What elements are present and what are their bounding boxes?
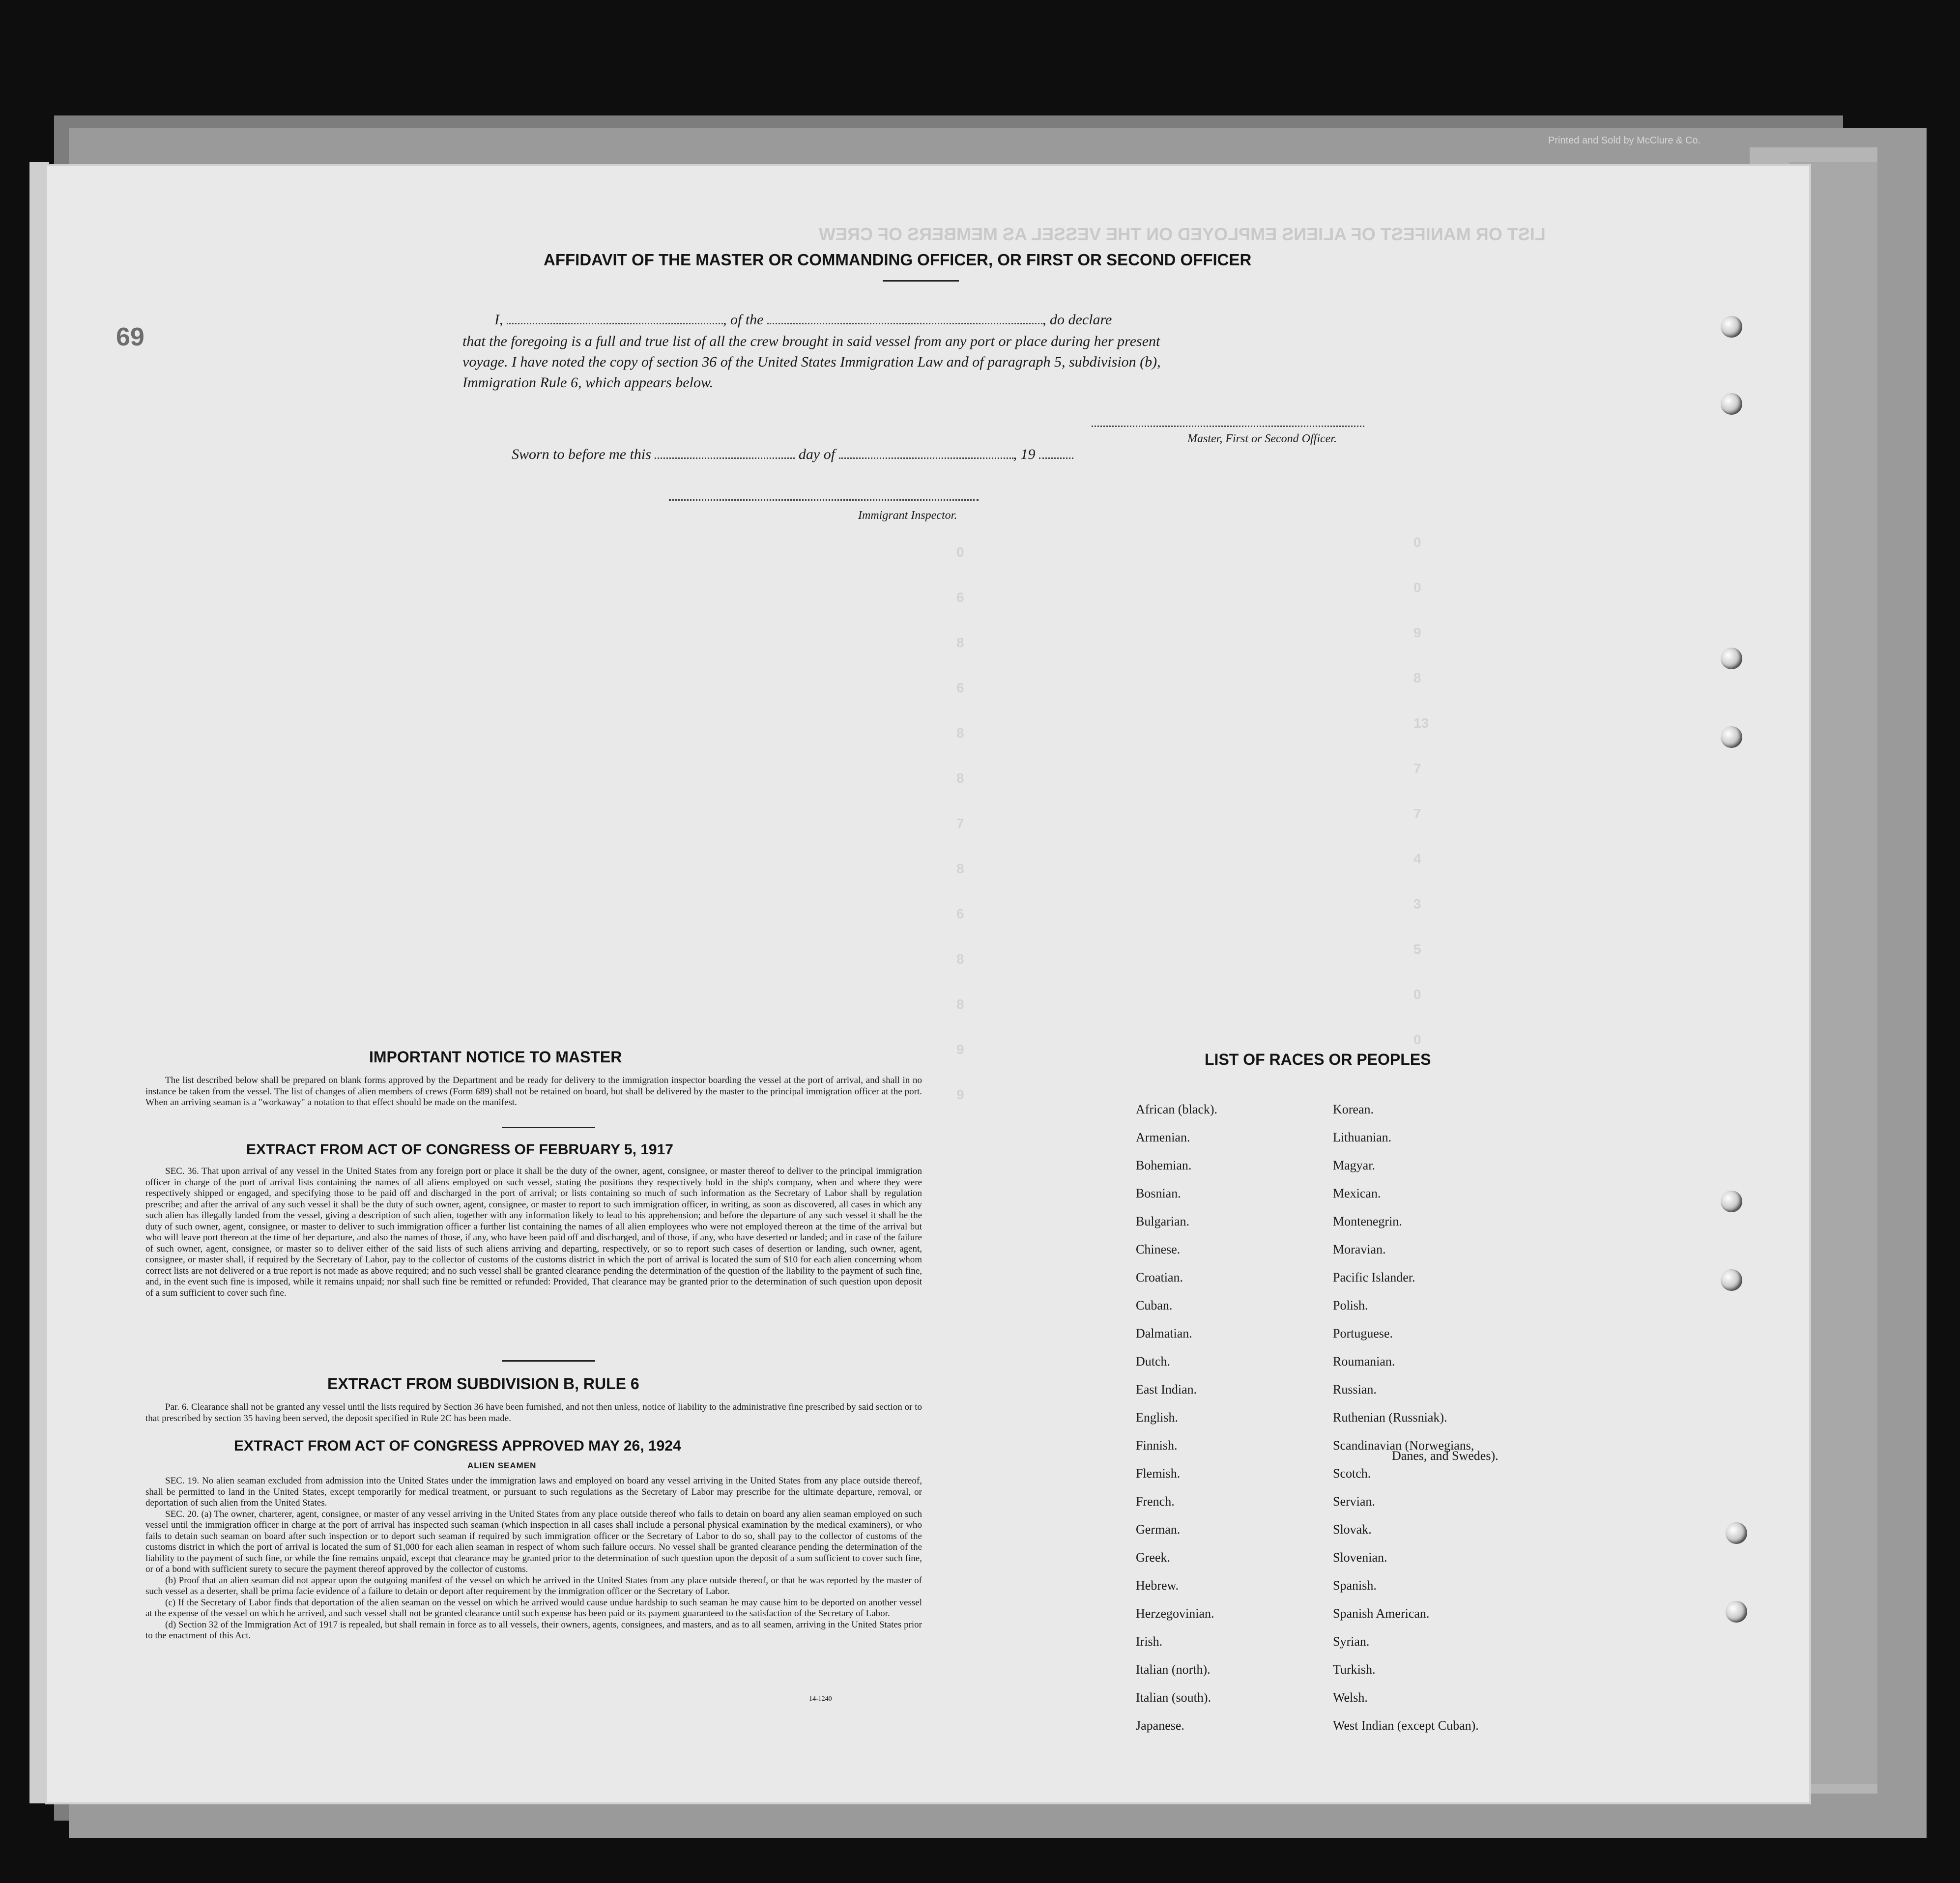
sec-20c: (c) If the Secretary of Labor finds that deportation of the alien seaman on the vessel on which he arrived would cause undue hardship to such seaman he may cause him to be deported on another vessel at the expense of the vessel on which he arrived, and such vessel shall not be granted clearance until such expense has been paid or its payment guaranteed to the satisfaction of the Secretary of Labor. [145, 1597, 922, 1619]
section-divider [502, 1360, 595, 1362]
race-item-continuation: Danes, and Swedes). [1392, 1449, 1499, 1463]
extract-1924-body [145, 1476, 922, 1642]
binding-strip [29, 162, 49, 1803]
subdivision-title: EXTRACT FROM SUBDIVISION B, RULE 6 [327, 1375, 639, 1393]
race-item: Polish. [1333, 1298, 1368, 1312]
sworn-label: Sworn to before me this [512, 446, 651, 462]
race-item: Moravian. [1333, 1242, 1386, 1256]
title-divider [883, 280, 959, 282]
race-item: Lithuanian. [1333, 1130, 1392, 1144]
race-item: Spanish. [1333, 1578, 1377, 1593]
punch-hole [1721, 1269, 1742, 1291]
punch-hole [1721, 1191, 1742, 1212]
race-item: Bohemian. [1136, 1158, 1192, 1172]
affidavit-line-2: voyage. I have noted the copy of section 36 of the United States Immigration Law and of paragraph 5, subdivision (b), [462, 354, 1161, 370]
punch-hole [1721, 393, 1742, 415]
race-item: Hebrew. [1136, 1578, 1179, 1593]
race-item: Scotch. [1333, 1466, 1371, 1481]
master-signature-caption: Master, First or Second Officer. [1187, 432, 1337, 445]
race-item: African (black). [1136, 1102, 1218, 1116]
race-item: West Indian (except Cuban). [1333, 1718, 1479, 1733]
affidavit-i-label: I, [494, 312, 503, 328]
race-item: Dalmatian. [1136, 1326, 1192, 1341]
race-item: Ruthenian (Russniak). [1333, 1410, 1447, 1425]
race-item: Slovak. [1333, 1522, 1372, 1537]
document-page [47, 166, 1809, 1802]
race-item: Dutch. [1136, 1354, 1171, 1369]
extract-1917-title: EXTRACT FROM ACT OF CONGRESS OF FEBRUARY 5, 1917 [246, 1141, 673, 1158]
subdivision-body: Par. 6. Clearance shall not be granted any vessel until the lists required by Section 36 have been furnished, and not then unless, notice of liability to the administrative fine prescribed by said section or to that prescribed by section 35 having been served, the deposit specified in Rule 2C has been made. [145, 1402, 922, 1424]
affidavit-do-declare: , do declare [1042, 312, 1112, 328]
race-item: German. [1136, 1522, 1181, 1537]
race-item: Portuguese. [1333, 1326, 1393, 1341]
race-item: Italian (south). [1136, 1690, 1211, 1705]
race-item: Roumanian. [1333, 1354, 1395, 1369]
race-item: Spanish American. [1333, 1606, 1430, 1621]
bleed-through-columns: 0 6 8 6 8 8 7 8 6 8 8 9 9 [956, 544, 964, 1102]
race-item: Russian. [1333, 1382, 1377, 1397]
section-divider [502, 1127, 595, 1128]
race-item: Bulgarian. [1136, 1214, 1190, 1228]
year-label: , 19 [1013, 446, 1036, 462]
sec-20b: (b) Proof that an alien seaman did not appear upon the outgoing manifest of the vessel on which he arrived in the United States from any place outside thereof, or that he was reported by the master of such vessel as a deserter, shall be prima facie evidence of a failure to detain or deport after requirement by the immigration officer or the Secretary of Labor. [145, 1575, 922, 1597]
master-signature-line [1092, 426, 1364, 427]
sec-20d: (d) Section 32 of the Immigration Act of 1917 is repealed, but shall remain in force as to all vessels, their owners, agents, consignees, and masters, and as to all seamen, arriving in the United States prior to the enactment of this Act. [145, 1619, 922, 1641]
day-of-label: day of [798, 446, 836, 462]
punch-hole [1726, 1522, 1747, 1544]
race-item: Irish. [1136, 1634, 1163, 1649]
bleed-through-columns: 0 0 9 8 13 7 7 4 3 5 0 0 [1413, 535, 1429, 1047]
bleed-through-header: LIST OR MANIFEST OF ALIENS EMPLOYED ON THE VESSEL AS MEMBERS OF CREW [819, 224, 1546, 244]
notice-body: The list described below shall be prepared on blank forms approved by the Department and be ready for delivery to the immigration inspector boarding the vessel at the port of arrival, and shall in no instance be taken from the vessel. The list of changes of alien members of crews (Form 689) shall not be retained on board, but shall be delivered by the master to the principal immigration officer at the port. When an arriving seaman is a "workaway" a notation to that effect should be made on the manifest. [145, 1075, 922, 1108]
form-number: 14-1240 [809, 1695, 832, 1703]
inspector-caption: Immigrant Inspector. [858, 509, 957, 522]
race-item: Scandinavian (Norwegians, [1333, 1438, 1474, 1453]
affidavit-line-3: Immigration Rule 6, which appears below. [462, 374, 714, 391]
sworn-day-blank [655, 457, 795, 459]
race-item: Magyar. [1333, 1158, 1375, 1172]
sec-19: SEC. 19. No alien seaman excluded from admission into the United States under the immigration laws and employed on board any vessel arriving in the United States from any place outside thereof, shall be permitted to land in the United States, except temporarily for medical treatment, or pursuant to such regulations as the Secretary of Labor may prescribe for the ultimate departure, removal, or deportation of such alien from the United States. [145, 1476, 922, 1508]
extract-1917-body: SEC. 36. That upon arrival of any vessel in the United States from any foreign port or place it shall be the duty of the owner, agent, consignee, or master thereof to deliver to the principal immigration officer in charge of the port of arrival lists containing the names of all aliens employed on such vessel, stating the positions they respectively hold in the ship's company, when and where they were respectively shipped or engaged, and specifying those to be paid off and discharged in the port of arrival; or lists containing so much of such information as the Secretary of Labor shall by regulation prescribe; and after the arrival of any such vessel it shall be the duty of such owner, agent, consignee, or master to report to such immigration officer, in writing, as soon as discovered, all cases in which any such alien has illegally landed from the vessel, giving a description of such alien, together with any information likely to lead to his apprehension; and before the departure of any such vessel it shall be the duty of such owner, agent, consignee, or master to deliver to such immigration officer a further list containing the names of all alien employees who were not employed thereon at the time of the arrival but who will leave port thereon at the time of her departure, and also the names of those, if any, who have been paid off and discharged, and of those, if any, who have deserted or landed; and in case of the failure of such owner, agent, consignee, or master so to deliver either of the said lists of such aliens arriving and departing, respectively, or so to report such cases of desertion or landing, such owner, agent, consignee, or master shall, if required by the Secretary of Labor, pay to the collector of customs of the customs district in which the port of arrival is located the sum of $10 for each alien concerning whom correct lists are not delivered or a true report is not made as above required; and no such vessel shall be granted clearance pending the determination of the question of the liability to the payment of such fine, and, in the event such fine is imposed, while it remains unpaid; nor shall such fine be remitted or refunded: Provided, That clearance may be granted prior to the determination of such question upon deposit of a sum sufficient to cover such fine. [145, 1166, 922, 1298]
race-item: Herzegovinian. [1136, 1606, 1214, 1621]
sec-20a: SEC. 20. (a) The owner, charterer, agent, consignee, or master of any vessel arriving in the United States from any place outside thereof who fails to detain on board any alien seaman employed on such vessel until the immigration officer in charge at the port of arrival has inspected such seaman (which inspection in all cases shall include a personal physical examination by the medical examiners), or who fails to detain such seaman on board after such inspection or to deport such seaman if required by such immigration officer or the Secretary of Labor to do so, shall pay to the collector of customs of the customs district in which the port of arrival is located the sum of $1,000 for each alien seaman in respect of whom such failure occurs. No vessel shall be granted clearance pending the determination of the liability to the payment of such fine, or while the fine remains unpaid, except that clearance may be granted prior to the determination of such question upon the deposit of a sum sufficient to cover such fine, or of a bond with sufficient surety to secure the payment thereof approved by the collector of customs. [145, 1509, 922, 1574]
race-item: Bosnian. [1136, 1186, 1181, 1200]
race-item: Pacific Islander. [1333, 1270, 1415, 1284]
extract-1924-title: EXTRACT FROM ACT OF CONGRESS APPROVED MAY 26, 1924 [234, 1438, 681, 1454]
sworn-year-blank [1039, 457, 1073, 459]
races-title: LIST OF RACES OR PEOPLES [1205, 1051, 1431, 1068]
extract-1924-subtitle: ALIEN SEAMEN [467, 1461, 537, 1470]
punch-hole [1721, 316, 1742, 338]
race-item: Korean. [1333, 1102, 1374, 1116]
printer-tag: Printed and Sold by McClure & Co. [1548, 135, 1701, 146]
notice-title: IMPORTANT NOTICE TO MASTER [369, 1048, 622, 1066]
affidavit-title: AFFIDAVIT OF THE MASTER OR COMMANDING OFFICER, OR FIRST OR SECOND OFFICER [544, 251, 1252, 269]
race-item: Syrian. [1333, 1634, 1370, 1649]
race-item: Slovenian. [1333, 1550, 1387, 1565]
race-item: Finnish. [1136, 1438, 1178, 1453]
affidavit-declaration-line [494, 312, 1112, 328]
race-item: English. [1136, 1410, 1178, 1425]
race-item: Croatian. [1136, 1270, 1183, 1284]
punch-hole [1721, 648, 1742, 669]
race-item: Italian (north). [1136, 1662, 1211, 1677]
race-item: Japanese. [1136, 1718, 1184, 1733]
race-item: Welsh. [1333, 1690, 1368, 1705]
page-mark: 69 [116, 323, 144, 351]
race-item: Cuban. [1136, 1298, 1173, 1312]
race-item: Montenegrin. [1333, 1214, 1402, 1228]
name-blank [507, 323, 723, 324]
inspector-signature-line [669, 499, 979, 501]
race-item: Mexican. [1333, 1186, 1381, 1200]
sworn-line [512, 446, 1073, 463]
punch-hole [1721, 726, 1742, 748]
race-item: Turkish. [1333, 1662, 1376, 1677]
punch-hole [1726, 1601, 1747, 1623]
race-item: East Indian. [1136, 1382, 1197, 1397]
race-item: Chinese. [1136, 1242, 1181, 1256]
race-item: Servian. [1333, 1494, 1375, 1509]
race-item: French. [1136, 1494, 1175, 1509]
affidavit-line-1: that the foregoing is a full and true list of all the crew brought in said vessel from any port or place during her present [462, 333, 1160, 349]
sworn-month-blank [839, 457, 1013, 459]
race-item: Greek. [1136, 1550, 1171, 1565]
affidavit-of-the: , of the [723, 312, 764, 328]
race-item: Flemish. [1136, 1466, 1181, 1481]
vessel-blank [767, 323, 1042, 324]
race-item: Armenian. [1136, 1130, 1190, 1144]
